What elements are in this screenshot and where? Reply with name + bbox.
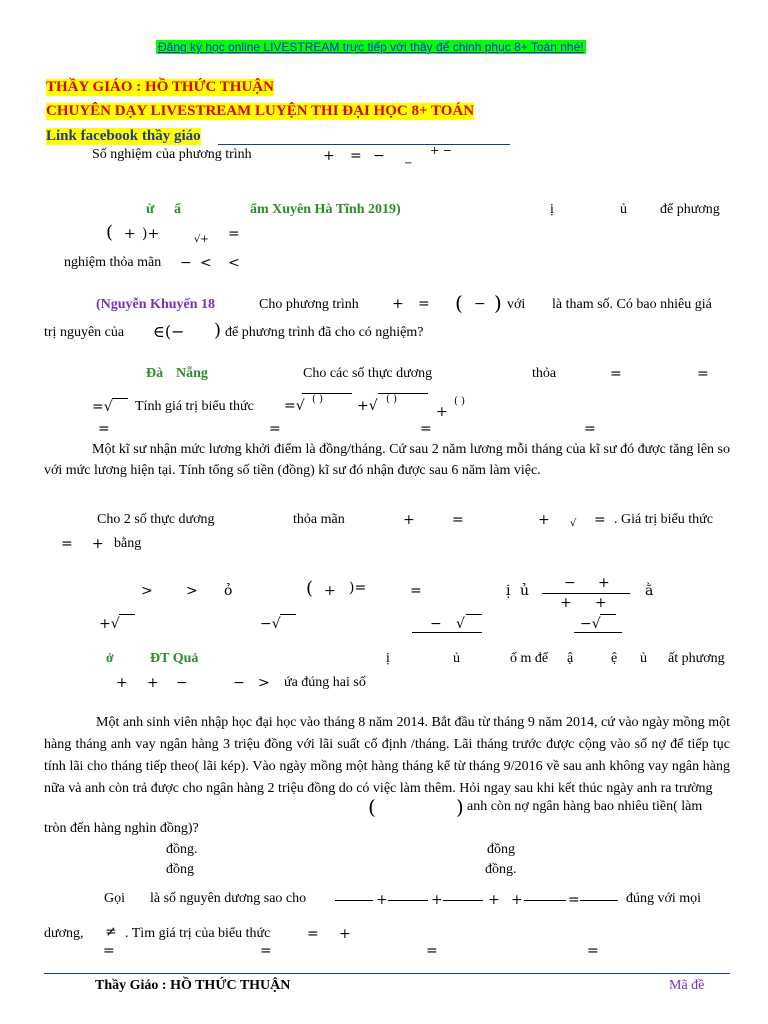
q7-sqrt-bar (466, 614, 482, 615)
q10-sym: = (568, 892, 580, 908)
q3-text: Cho phương trình (259, 297, 359, 312)
q4-sqrt-bar (112, 398, 128, 399)
q6-sym: √ (570, 518, 577, 529)
q9-text-last: tròn đến hàng nghìn đồng)? (44, 821, 199, 836)
q7-sqrt-bar (280, 614, 296, 615)
q2-source: ẩ (174, 202, 181, 217)
q3-sym: ∈(− (153, 322, 185, 341)
q2-sym: − (180, 255, 192, 271)
q8-fragment: ủ (453, 651, 460, 666)
q10-sym: + (339, 926, 351, 942)
q2-eq: )+ (142, 226, 160, 242)
q9-answer-d: đồng. (485, 862, 517, 877)
q4-sym: =√ (284, 398, 305, 414)
q10-answer-c: = (426, 943, 438, 959)
q7-sym: + (598, 575, 610, 591)
q7-sym: > (186, 583, 198, 599)
q3-source: (Nguyễn Khuyến 18 (96, 297, 216, 312)
q4-source: Nẵng (176, 366, 208, 381)
q3-sym: − (474, 296, 486, 312)
q8-fragment: ệ (611, 651, 618, 666)
q2-fragment: để phương (660, 202, 720, 217)
q7-fraction-bar (542, 593, 630, 594)
q8-sym: > (258, 675, 270, 691)
q9-paren: ) (456, 795, 464, 819)
q10-fraction-bar (580, 900, 618, 901)
livestream-banner[interactable]: Đăng ký học online LIVESTREAM trực tiếp với thầy để chinh phục 8+ Toán nhé! (158, 40, 584, 54)
q7-fraction-bar (574, 632, 622, 633)
q6-text: thỏa mãn (293, 512, 345, 527)
q10-fraction-bar (524, 900, 566, 901)
q7-sqrt-bar (119, 614, 135, 615)
q6-text: . Giá trị biểu thức (614, 512, 713, 527)
q1-sym: = (350, 148, 362, 164)
q2-line2: nghiệm thỏa mãn (64, 255, 162, 270)
q4-sym: = (610, 366, 622, 382)
q10-answer-d: = (587, 943, 599, 959)
q7-sym: )= (349, 580, 367, 596)
q7-fraction-bar (412, 632, 482, 633)
q10-sym: + (376, 892, 388, 908)
q10-sym: + (511, 892, 523, 908)
q8-sym: + (116, 675, 128, 691)
q1-text: Số nghiệm của phương trình (92, 147, 252, 162)
q8-source: ở (106, 651, 114, 666)
teacher-name-header: THẦY GIÁO : HỒ THỨC THUẬN (46, 79, 274, 95)
q7-sym: + (595, 595, 607, 611)
q9-answer-a: đồng. (166, 842, 198, 857)
footer-teacher: Thầy Giáo : HỒ THỨC THUẬN (95, 978, 291, 993)
q8-fragment: ố m để (510, 651, 549, 666)
q1-sym: − (404, 158, 413, 169)
q7-sym: = (410, 583, 422, 599)
q4-sym: + (436, 404, 448, 420)
q4-text: Cho các số thực dương (303, 366, 433, 381)
q4-text: Tính giá trị biểu thức (135, 399, 254, 414)
q7-sym: + (560, 595, 572, 611)
q5-text: Một kĩ sư nhận mức lương khởi điểm là đồng/tháng. Cứ sau 2 năm lương mỗi tháng của kĩ sư đó được tăng lên so với mức lương hiện tại. Tính tổng số tiền (đồng) kĩ sư đó nhận được sau 6 năm làm việc. (44, 442, 730, 478)
q2-sym: < (200, 255, 212, 271)
q1-sym: + − (430, 144, 452, 157)
q4-sym: = (697, 366, 709, 382)
q3-text: là tham số. Có bao nhiêu giá (552, 297, 712, 312)
q6-sym: + (403, 512, 415, 528)
q1-sym: + (323, 148, 335, 164)
q2-sym: < (228, 255, 240, 271)
q8-sym: − (176, 675, 188, 691)
q4-sym: =√ (92, 399, 113, 415)
q7-sym: ỏ (224, 583, 233, 599)
q3-sym: = (418, 296, 430, 312)
q10-sym: + (431, 892, 443, 908)
q7-answer-c: − (430, 616, 442, 632)
facebook-link-label: Link facebook thầy giáo (46, 128, 201, 144)
q2-source: ừ (146, 202, 155, 217)
q3-sym: ) (214, 320, 222, 341)
q9-answer-b: đồng (487, 842, 515, 857)
q6-sym: = (61, 536, 73, 552)
q10-text: Gọi (104, 891, 125, 906)
q7-answer-b: −√ (260, 616, 281, 632)
q9-text: Một anh sinh viên nhập học đại học vào tháng 8 năm 2014. Bắt đầu từ tháng 9 năm 2014, cứ vào ngày mồng một hàng tháng anh vay ngân hàng 3 triệu đồng với lãi suất cố định /tháng. Lãi tháng trước được cộng vào số nợ để tiếp tục tính lãi cho tháng tiếp theo( lãi kép). Vào ngày mồng một hàng tháng kể từ tháng 9/2016 về sau anh không vay ngân hàng nữa và anh còn trả được cho ngân hàng 2 triệu đồng do có việc làm thêm. Hỏi ngay sau khi kết thúc ngày anh ra trường (44, 715, 730, 796)
q4-sqrt-bar (302, 393, 352, 394)
q7-sym: ủ (520, 583, 530, 599)
q4-answer-c: = (420, 421, 432, 437)
q3-text: với (507, 297, 526, 312)
specialty-header: CHUYÊN DẠY LIVESTREAM LUYỆN THI ĐẠI HỌC 8+ TOÁN (46, 103, 475, 119)
q4-sym: ( ) (454, 396, 465, 407)
q4-answer-a: = (98, 421, 110, 437)
q7-sym: − (564, 575, 576, 591)
q2-eq: = (228, 226, 240, 242)
q8-sym: + (147, 675, 159, 691)
q7-sym: ị (506, 583, 511, 599)
q4-text: thỏa (532, 366, 557, 381)
q3-sym: + (392, 296, 404, 312)
q6-sym: + (92, 536, 104, 552)
q6-text: Cho 2 số thực dương (97, 512, 215, 527)
q8-source: ĐT Quả (150, 651, 199, 666)
q7-sym: ằ (645, 583, 654, 599)
q4-answer-d: = (584, 421, 596, 437)
q3-text: trị nguyên của (44, 325, 125, 340)
q3-sym: ( (455, 291, 463, 315)
q8-fragment: ủ (640, 651, 647, 666)
q10-sym: + (488, 892, 500, 908)
footer-exam-code: Mã đề (669, 978, 705, 993)
q3-sym: ) (494, 291, 502, 315)
facebook-link-underline[interactable] (218, 144, 510, 145)
q2-source: ẩm Xuyên Hà Tĩnh 2019) (250, 202, 401, 217)
q8-fragment: ất phương (668, 651, 725, 666)
q6-sym: + (538, 512, 550, 528)
q2-fragment: ị (550, 202, 554, 217)
q7-sqrt-bar (600, 614, 616, 615)
q2-fragment: ủ (620, 202, 627, 217)
q10-answer-a: = (103, 943, 115, 959)
q2-eq: + (124, 226, 136, 242)
q4-sym: ( ) (386, 394, 397, 405)
q8-text: ứa đúng hai số (284, 675, 366, 690)
q7-answer-c: √ (456, 616, 465, 632)
q7-sym: ( (306, 578, 314, 599)
q7-answer-a: +√ (99, 616, 120, 632)
q4-answer-b: = (269, 421, 281, 437)
q8-fragment: ậ (567, 651, 574, 666)
q2-eq: √+ (194, 234, 209, 245)
q10-text: . Tìm giá trị của biểu thức (125, 926, 271, 941)
q6-sym: = (452, 512, 464, 528)
q8-fragment: ị (386, 651, 390, 666)
q7-answer-d: −√ (580, 616, 601, 632)
q10-text: là số nguyên dương sao cho (150, 891, 307, 906)
q10-text: đúng với mọi (626, 891, 702, 906)
q10-text: dương, (44, 926, 84, 941)
q10-sym: = (307, 926, 319, 942)
footer-divider (44, 973, 730, 974)
q6-text: bằng (114, 536, 142, 551)
q4-source: Đà (146, 366, 164, 381)
q10-fraction-bar (335, 900, 373, 901)
q9-paren: ( (368, 795, 376, 819)
q2-eq: ( (106, 222, 114, 243)
q7-sym: > (141, 583, 153, 599)
q10-fraction-bar (443, 900, 483, 901)
q6-sym: = (594, 512, 606, 528)
q10-fraction-bar (388, 900, 428, 901)
q3-text: để phương trình đã cho có nghiệm? (225, 325, 424, 340)
q1-sym: − (373, 148, 385, 164)
q4-sym: +√ (357, 398, 378, 414)
q8-sym: − (233, 675, 245, 691)
q10-answer-b: = (260, 943, 272, 959)
q4-sym: ( ) (312, 394, 323, 405)
q7-sym: + (324, 583, 336, 599)
q9-answer-c: đồng (166, 862, 194, 877)
q9-text-end: anh còn nợ ngân hàng bao nhiêu tiền( làm (467, 799, 703, 814)
q10-sym: ≠ (105, 924, 117, 940)
